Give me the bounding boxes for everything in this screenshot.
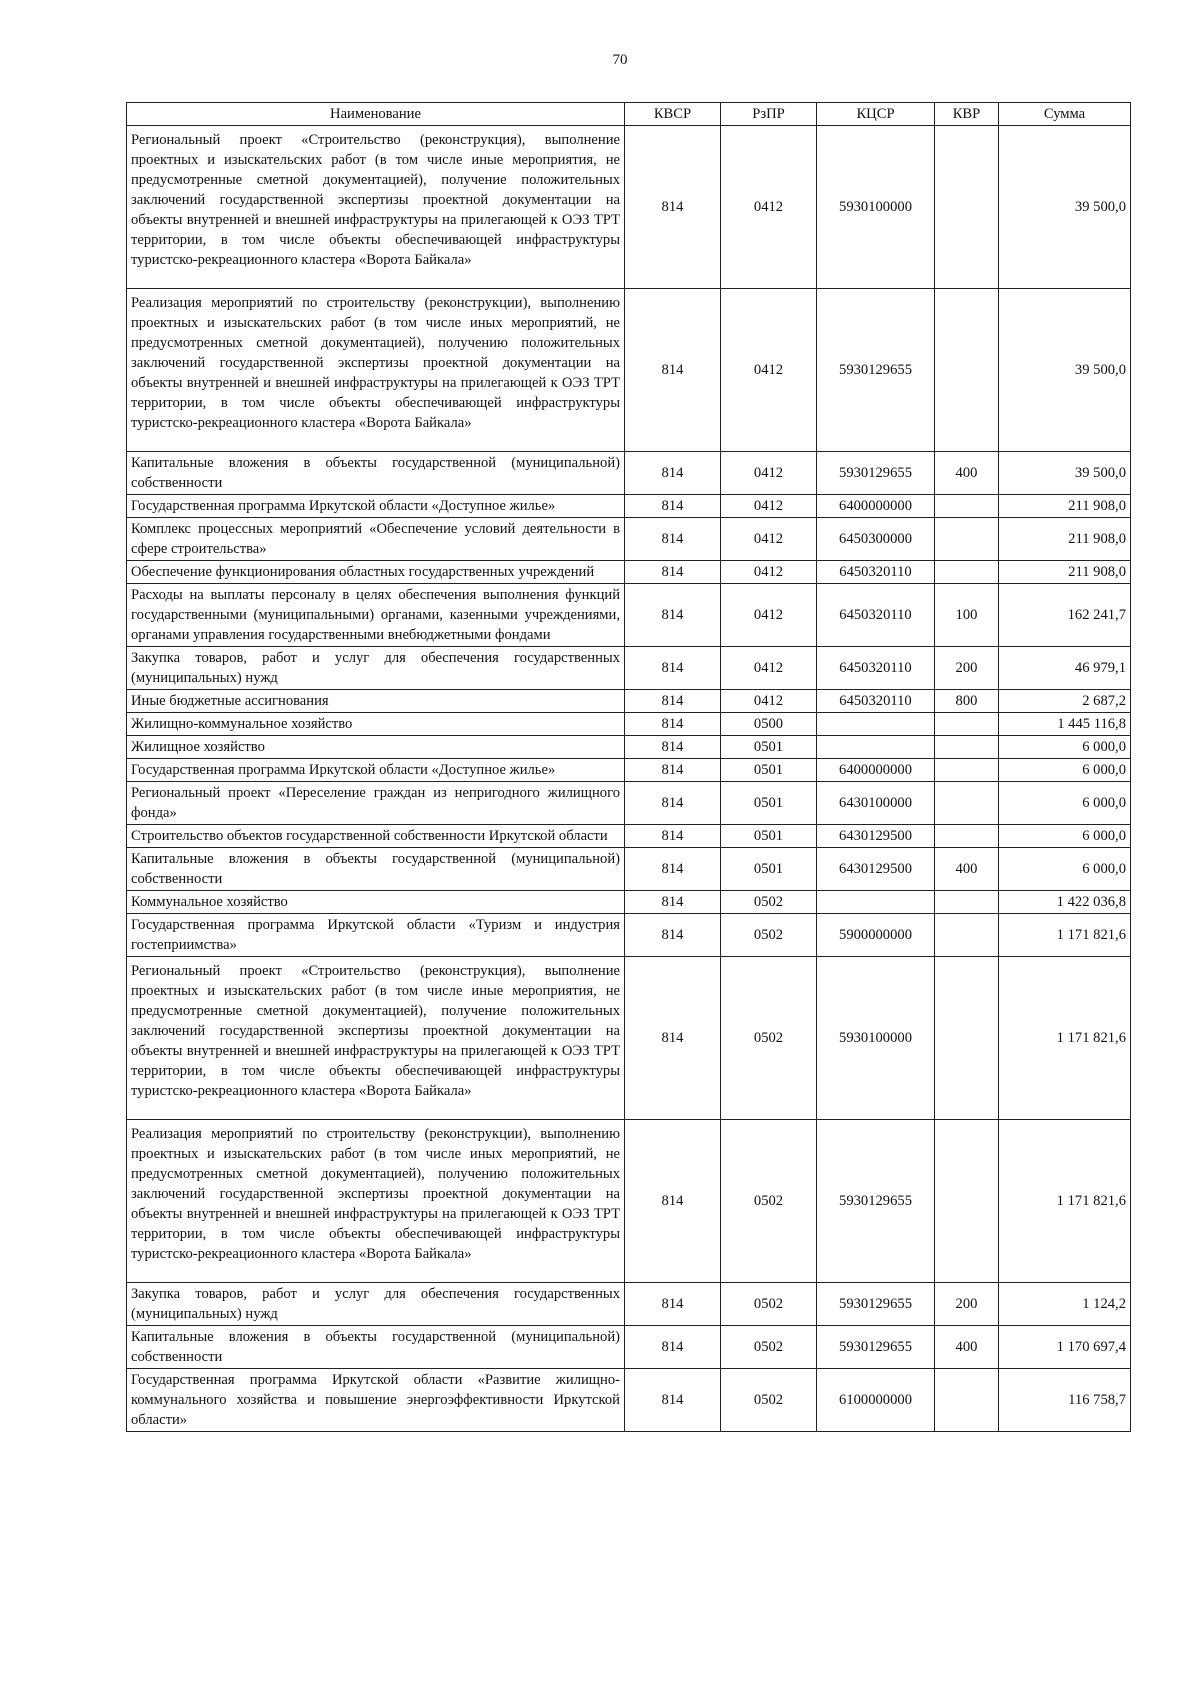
cell-sum: 211 908,0: [999, 495, 1131, 518]
cell-name: Государственная программа Иркутской области «Доступное жилье»: [127, 759, 625, 782]
cell-kvsr: 814: [625, 914, 721, 957]
cell-sum: 1 445 116,8: [999, 713, 1131, 736]
cell-sum: 6 000,0: [999, 848, 1131, 891]
cell-kvsr: 814: [625, 126, 721, 289]
cell-kcsr: 5930100000: [817, 957, 935, 1120]
cell-kvsr: 814: [625, 825, 721, 848]
table-row: [127, 848, 1131, 891]
cell-sum: 1 170 697,4: [999, 1326, 1131, 1369]
cell-name: Обеспечение функционирования областных государственных учреждений: [127, 561, 625, 584]
cell-name: Государственная программа Иркутской области «Туризм и индустрия гостеприимства»: [127, 914, 625, 957]
cell-kvsr: 814: [625, 690, 721, 713]
cell-sum: 1 124,2: [999, 1283, 1131, 1326]
cell-kvr: 200: [935, 647, 999, 690]
cell-kvr: [935, 957, 999, 1120]
cell-kcsr: 5930129655: [817, 452, 935, 495]
page-number: 70: [612, 52, 628, 68]
cell-name: Жилищное хозяйство: [127, 736, 625, 759]
header-kvr: КВР: [935, 103, 999, 126]
cell-kvr: 200: [935, 1283, 999, 1326]
cell-rzpr: 0502: [721, 1369, 817, 1432]
table-row: [127, 647, 1131, 690]
cell-kvr: [935, 126, 999, 289]
table-row: [127, 495, 1131, 518]
cell-rzpr: 0412: [721, 452, 817, 495]
cell-kvr: [935, 289, 999, 452]
cell-rzpr: 0501: [721, 848, 817, 891]
cell-rzpr: 0502: [721, 1326, 817, 1369]
table-row: [127, 825, 1131, 848]
cell-kvsr: 814: [625, 782, 721, 825]
cell-name: Комплекс процессных мероприятий «Обеспечение условий деятельности в сфере строительства»: [127, 518, 625, 561]
cell-sum: 2 687,2: [999, 690, 1131, 713]
cell-rzpr: 0502: [721, 891, 817, 914]
cell-kcsr: 6100000000: [817, 1369, 935, 1432]
table-row: [127, 914, 1131, 957]
cell-sum: 6 000,0: [999, 825, 1131, 848]
cell-kcsr: 6450320110: [817, 561, 935, 584]
cell-kvr: [935, 495, 999, 518]
cell-kvsr: 814: [625, 584, 721, 647]
cell-rzpr: 0502: [721, 957, 817, 1120]
cell-kcsr: 5930129655: [817, 1120, 935, 1283]
cell-kcsr: 5930100000: [817, 126, 935, 289]
cell-name: Коммунальное хозяйство: [127, 891, 625, 914]
cell-kvr: [935, 561, 999, 584]
cell-kvr: [935, 736, 999, 759]
cell-kvr: [935, 713, 999, 736]
table-row: [127, 736, 1131, 759]
cell-name: Капитальные вложения в объекты государственной (муниципальной) собственности: [127, 848, 625, 891]
budget-table: [126, 102, 1131, 1432]
cell-kvr: [935, 782, 999, 825]
cell-name: Строительство объектов государственной собственности Иркутской области: [127, 825, 625, 848]
cell-kvsr: 814: [625, 891, 721, 914]
cell-kvr: [935, 825, 999, 848]
cell-kvr: [935, 891, 999, 914]
cell-kcsr: 6430129500: [817, 825, 935, 848]
cell-name: Иные бюджетные ассигнования: [127, 690, 625, 713]
cell-sum: 162 241,7: [999, 584, 1131, 647]
table-row: [127, 452, 1131, 495]
cell-kvsr: 814: [625, 1369, 721, 1432]
cell-kcsr: 5930129655: [817, 1326, 935, 1369]
cell-kvsr: 814: [625, 495, 721, 518]
cell-kcsr: 6430129500: [817, 848, 935, 891]
cell-kcsr: 5930129655: [817, 1283, 935, 1326]
cell-name: Расходы на выплаты персоналу в целях обеспечения выполнения функций государственными (муниципальными) органами, казенными учреждениями, органами управления государственными внебюджетными фондами: [127, 584, 625, 647]
header-kcsr: КЦСР: [817, 103, 935, 126]
cell-kvr: 800: [935, 690, 999, 713]
cell-kvsr: 814: [625, 713, 721, 736]
cell-kcsr: [817, 713, 935, 736]
cell-name: Региональный проект «Строительство (реконструкция), выполнение проектных и изыскательских работ (в том числе иные мероприятия, не предусмотренные сметной документацией), получение положительных заключений государственной экспертизы проектной документации на объекты внутренней и внешней инфраструктуры на прилегающей к ОЭЗ ТРТ территории, в том числе объекты обеспечивающей инфраструктуры туристско-рекреационного кластера «Ворота Байкала»: [127, 126, 625, 289]
cell-rzpr: 0501: [721, 736, 817, 759]
cell-sum: 116 758,7: [999, 1369, 1131, 1432]
table-row: [127, 584, 1131, 647]
cell-kcsr: [817, 891, 935, 914]
table-row: [127, 518, 1131, 561]
table-row: [127, 891, 1131, 914]
cell-rzpr: 0501: [721, 825, 817, 848]
cell-rzpr: 0412: [721, 561, 817, 584]
cell-kcsr: 6450300000: [817, 518, 935, 561]
cell-kvsr: 814: [625, 647, 721, 690]
cell-kvsr: 814: [625, 1120, 721, 1283]
cell-name: Государственная программа Иркутской области «Доступное жилье»: [127, 495, 625, 518]
cell-sum: 1 171 821,6: [999, 1120, 1131, 1283]
cell-kcsr: 6450320110: [817, 690, 935, 713]
cell-kvsr: 814: [625, 452, 721, 495]
cell-name: Реализация мероприятий по строительству (реконструкции), выполнению проектных и изыскательских работ (в том числе иных мероприятий, не предусмотренных сметной документацией), получению положительных заключений государственной экспертизы проектной документации на объекты внутренней и внешней инфраструктуры на прилегающей к ОЭЗ ТРТ территории, в том числе объекты обеспечивающей инфраструктуры туристско-рекреационного кластера «Ворота Байкала»: [127, 289, 625, 452]
cell-name: Региональный проект «Строительство (реконструкция), выполнение проектных и изыскательских работ (в том числе иные мероприятия, не предусмотренные сметной документацией), получение положительных заключений государственной экспертизы проектной документации на объекты внутренней и внешней инфраструктуры на прилегающей к ОЭЗ ТРТ территории, в том числе объекты обеспечивающей инфраструктуры туристско-рекреационного кластера «Ворота Байкала»: [127, 957, 625, 1120]
cell-name: Жилищно-коммунальное хозяйство: [127, 713, 625, 736]
header-rzpr: РзПР: [721, 103, 817, 126]
cell-rzpr: 0502: [721, 1283, 817, 1326]
table-row: [127, 957, 1131, 1120]
cell-kvr: 400: [935, 452, 999, 495]
cell-kvr: [935, 1369, 999, 1432]
cell-kcsr: 6450320110: [817, 584, 935, 647]
cell-kvr: [935, 914, 999, 957]
table-row: [127, 126, 1131, 289]
cell-sum: 6 000,0: [999, 759, 1131, 782]
cell-kvsr: 814: [625, 848, 721, 891]
cell-kcsr: 5930129655: [817, 289, 935, 452]
cell-rzpr: 0502: [721, 914, 817, 957]
cell-rzpr: 0502: [721, 1120, 817, 1283]
cell-kvsr: 814: [625, 1283, 721, 1326]
table-row: [127, 713, 1131, 736]
table-row: [127, 1326, 1131, 1369]
cell-kcsr: 5900000000: [817, 914, 935, 957]
cell-sum: 1 422 036,8: [999, 891, 1131, 914]
cell-kvr: 100: [935, 584, 999, 647]
cell-rzpr: 0412: [721, 495, 817, 518]
table-row: [127, 1283, 1131, 1326]
cell-rzpr: 0501: [721, 782, 817, 825]
cell-kvr: [935, 759, 999, 782]
cell-sum: 6 000,0: [999, 736, 1131, 759]
cell-kvsr: 814: [625, 759, 721, 782]
cell-rzpr: 0412: [721, 690, 817, 713]
cell-kvsr: 814: [625, 561, 721, 584]
table-row: [127, 690, 1131, 713]
header-sum: Сумма: [999, 103, 1131, 126]
cell-name: Государственная программа Иркутской области «Развитие жилищно-коммунального хозяйства и повышение энергоэффективности Иркутской области»: [127, 1369, 625, 1432]
cell-rzpr: 0412: [721, 647, 817, 690]
cell-rzpr: 0501: [721, 759, 817, 782]
cell-kcsr: 6400000000: [817, 759, 935, 782]
cell-kvr: 400: [935, 848, 999, 891]
cell-sum: 211 908,0: [999, 518, 1131, 561]
cell-name: Реализация мероприятий по строительству (реконструкции), выполнению проектных и изыскательских работ (в том числе иных мероприятий, не предусмотренных сметной документацией), получению положительных заключений государственной экспертизы проектной документации на объекты внутренней и внешней инфраструктуры на прилегающей к ОЭЗ ТРТ территории, в том числе объекты обеспечивающей инфраструктуры туристско-рекреационного кластера «Ворота Байкала»: [127, 1120, 625, 1283]
cell-sum: 6 000,0: [999, 782, 1131, 825]
header-name: Наименование: [127, 103, 625, 126]
cell-name: Капитальные вложения в объекты государственной (муниципальной) собственности: [127, 1326, 625, 1369]
cell-kcsr: 6450320110: [817, 647, 935, 690]
cell-kvr: 400: [935, 1326, 999, 1369]
header-row: [127, 103, 1131, 126]
cell-name: Региональный проект «Переселение граждан из непригодного жилищного фонда»: [127, 782, 625, 825]
cell-sum: 1 171 821,6: [999, 957, 1131, 1120]
cell-sum: 211 908,0: [999, 561, 1131, 584]
cell-rzpr: 0412: [721, 126, 817, 289]
cell-rzpr: 0412: [721, 518, 817, 561]
table-body: [127, 126, 1131, 1432]
cell-name: Закупка товаров, работ и услуг для обеспечения государственных (муниципальных) нужд: [127, 1283, 625, 1326]
cell-kvsr: 814: [625, 1326, 721, 1369]
cell-sum: 1 171 821,6: [999, 914, 1131, 957]
cell-kvsr: 814: [625, 289, 721, 452]
cell-sum: 46 979,1: [999, 647, 1131, 690]
cell-kcsr: 6430100000: [817, 782, 935, 825]
cell-kvr: [935, 1120, 999, 1283]
cell-sum: 39 500,0: [999, 452, 1131, 495]
header-kvsr: КВСР: [625, 103, 721, 126]
cell-kvsr: 814: [625, 957, 721, 1120]
cell-kcsr: [817, 736, 935, 759]
cell-kvsr: 814: [625, 736, 721, 759]
cell-rzpr: 0500: [721, 713, 817, 736]
table-row: [127, 289, 1131, 452]
cell-kvr: [935, 518, 999, 561]
cell-sum: 39 500,0: [999, 289, 1131, 452]
cell-name: Капитальные вложения в объекты государственной (муниципальной) собственности: [127, 452, 625, 495]
cell-kcsr: 6400000000: [817, 495, 935, 518]
cell-name: Закупка товаров, работ и услуг для обеспечения государственных (муниципальных) нужд: [127, 647, 625, 690]
cell-kvsr: 814: [625, 518, 721, 561]
cell-rzpr: 0412: [721, 584, 817, 647]
cell-sum: 39 500,0: [999, 126, 1131, 289]
table-row: [127, 782, 1131, 825]
table-row: [127, 1120, 1131, 1283]
table-row: [127, 561, 1131, 584]
table-row: [127, 759, 1131, 782]
cell-rzpr: 0412: [721, 289, 817, 452]
table-row: [127, 1369, 1131, 1432]
